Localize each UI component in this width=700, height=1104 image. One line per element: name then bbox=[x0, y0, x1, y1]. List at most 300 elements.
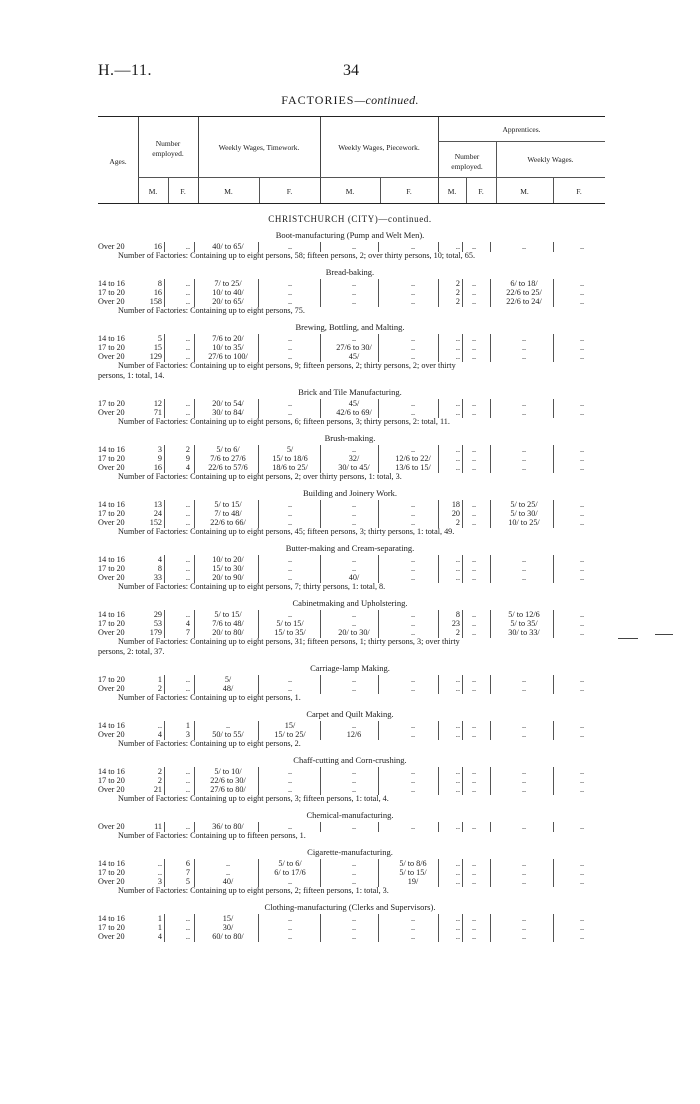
cell-appr-men: .. bbox=[455, 684, 460, 693]
cell-age: 14 to 16 bbox=[98, 767, 125, 776]
cell-women: 6 bbox=[185, 859, 190, 868]
cell-piece-women: 13/6 to 15/ bbox=[395, 463, 431, 472]
cell-men: 129 bbox=[149, 352, 162, 361]
cell-appr-women: .. bbox=[471, 619, 477, 628]
cell-time-women: .. bbox=[287, 610, 293, 619]
cell-time-men: 5/ to 6/ bbox=[216, 445, 240, 454]
cell-appr-men: 2 bbox=[455, 628, 460, 637]
cell-time-men: .. bbox=[225, 859, 231, 868]
cell-appr-wage-men: .. bbox=[521, 242, 527, 251]
section-title: Boot-manufacturing (Pump and Welt Men). bbox=[275, 230, 425, 240]
column-rule bbox=[164, 932, 165, 942]
cell-piece-men: .. bbox=[351, 509, 357, 518]
cell-age: 17 to 20 bbox=[98, 343, 125, 352]
cell-appr-wage-men: 5/ to 30/ bbox=[510, 509, 538, 518]
cell-time-women: .. bbox=[287, 343, 293, 352]
cell-time-women: .. bbox=[287, 518, 293, 527]
cell-piece-women: .. bbox=[410, 721, 416, 730]
cell-piece-men: 32/ bbox=[348, 454, 360, 463]
factories-note: Number of Factories: Containing up to fifteen persons, 1. bbox=[118, 831, 306, 840]
cell-women: 4 bbox=[185, 463, 190, 472]
cell-appr-women: .. bbox=[471, 352, 477, 361]
cell-time-men: 30/ to 84/ bbox=[212, 408, 244, 417]
section-title: Building and Joinery Work. bbox=[302, 488, 398, 498]
column-rule bbox=[553, 932, 554, 942]
cell-men: 11 bbox=[154, 822, 162, 831]
cell-appr-wage-men: 10/ to 25/ bbox=[508, 518, 540, 527]
cell-appr-wage-men: 22/6 to 25/ bbox=[506, 288, 542, 297]
column-rule bbox=[378, 932, 379, 942]
cell-piece-men: 20/ to 30/ bbox=[338, 628, 370, 637]
cell-appr-wage-men: .. bbox=[521, 399, 527, 408]
cell-piece-women: .. bbox=[410, 334, 416, 343]
cell-appr-wage-women: .. bbox=[579, 352, 585, 361]
cell-appr-wage-men: .. bbox=[521, 776, 527, 785]
cell-time-women: .. bbox=[287, 564, 293, 573]
factories-note: Number of Factories: Containing up to eight persons, 2; over thirty persons, 1: total, 3. bbox=[118, 472, 402, 481]
cell-appr-men: .. bbox=[455, 408, 460, 417]
cell-time-men: 5/ to 15/ bbox=[214, 500, 242, 509]
cell-appr-men: .. bbox=[455, 555, 460, 564]
cell-time-women: .. bbox=[287, 500, 293, 509]
cell-appr-women: .. bbox=[471, 279, 477, 288]
cell-women: .. bbox=[185, 334, 190, 343]
cell-appr-wage-women: .. bbox=[579, 923, 585, 932]
cell-time-men: 10/ to 35/ bbox=[212, 343, 244, 352]
cell-time-women: .. bbox=[287, 914, 293, 923]
cell-piece-women: .. bbox=[410, 610, 416, 619]
cell-appr-wage-women: .. bbox=[579, 334, 585, 343]
cell-men: .. bbox=[157, 721, 162, 730]
cell-appr-women: .. bbox=[471, 334, 477, 343]
cell-appr-wage-women: .. bbox=[579, 518, 585, 527]
cell-time-men: 20/ to 54/ bbox=[212, 399, 244, 408]
cell-time-women: .. bbox=[287, 352, 293, 361]
cell-age: 17 to 20 bbox=[98, 564, 125, 573]
cell-piece-women: .. bbox=[410, 914, 416, 923]
cell-women: .. bbox=[185, 923, 190, 932]
cell-piece-men: 42/6 to 69/ bbox=[336, 408, 372, 417]
cell-women: .. bbox=[185, 297, 190, 306]
cell-men: 16 bbox=[153, 288, 162, 297]
cell-women: .. bbox=[185, 555, 190, 564]
cell-appr-men: 2 bbox=[455, 518, 460, 527]
cell-men: 9 bbox=[157, 454, 162, 463]
cell-piece-men: .. bbox=[351, 868, 357, 877]
factories-note: Number of Factories: Containing up to eight persons, 7; thirty persons, 1: total, 8. bbox=[118, 582, 386, 591]
section-title: Brush-making. bbox=[324, 433, 376, 443]
factories-note: Number of Factories: Containing up to eight persons, 6; fifteen persons, 3; thirty persons, 2: total, 11. bbox=[118, 417, 450, 426]
cell-appr-women: .. bbox=[471, 877, 477, 886]
cell-piece-men: .. bbox=[351, 610, 357, 619]
cell-women: .. bbox=[185, 408, 190, 417]
factories-note: Number of Factories: Containing up to eight persons, 9; fifteen persons, 2; thirty persons, 2; over thirty bbox=[118, 361, 456, 370]
cell-men: 16 bbox=[153, 463, 162, 472]
cell-appr-wage-men: 5/ to 12/6 bbox=[508, 610, 540, 619]
cell-time-women: .. bbox=[287, 573, 293, 582]
cell-appr-wage-women: .. bbox=[579, 767, 585, 776]
header-number-employed: Number employed. bbox=[152, 139, 184, 158]
cell-women: .. bbox=[185, 288, 190, 297]
cell-appr-men: .. bbox=[455, 573, 460, 582]
cell-time-men: 50/ to 55/ bbox=[212, 730, 244, 739]
cell-women: .. bbox=[185, 776, 190, 785]
header-m: M. bbox=[148, 187, 158, 196]
cell-appr-wage-men: 5/ to 35/ bbox=[510, 619, 538, 628]
cell-time-women: 5/ to 15/ bbox=[276, 619, 304, 628]
cell-piece-women: .. bbox=[410, 573, 416, 582]
cell-men: 33 bbox=[153, 573, 162, 582]
cell-women: .. bbox=[185, 914, 190, 923]
edge-mark bbox=[655, 634, 673, 635]
cell-appr-women: .. bbox=[471, 564, 477, 573]
cell-time-women: .. bbox=[287, 822, 293, 831]
cell-time-men: 20/ to 65/ bbox=[212, 297, 244, 306]
cell-age: Over 20 bbox=[98, 573, 125, 582]
cell-time-women: 5/ to 6/ bbox=[278, 859, 302, 868]
cell-piece-women: 5/ to 15/ bbox=[399, 868, 427, 877]
cell-appr-wage-men: .. bbox=[521, 454, 527, 463]
cell-piece-women: .. bbox=[410, 297, 416, 306]
cell-time-women: .. bbox=[287, 767, 293, 776]
cell-appr-wage-women: .. bbox=[579, 868, 585, 877]
cell-time-men: 60/ to 80/ bbox=[212, 932, 244, 941]
cell-appr-wage-men: .. bbox=[521, 573, 527, 582]
cell-piece-men: .. bbox=[351, 785, 357, 794]
cell-appr-wage-men: .. bbox=[521, 877, 527, 886]
header-m: M. bbox=[345, 187, 355, 196]
cell-appr-wage-women: .. bbox=[579, 730, 585, 739]
cell-time-men: 48/ bbox=[222, 684, 234, 693]
cell-time-women: .. bbox=[287, 334, 293, 343]
cell-appr-wage-men: .. bbox=[521, 721, 527, 730]
cell-time-women: .. bbox=[287, 279, 293, 288]
cell-appr-wage-men: .. bbox=[521, 767, 527, 776]
cell-men: 1 bbox=[157, 923, 162, 932]
cell-appr-women: .. bbox=[471, 500, 477, 509]
cell-piece-men: 40/ bbox=[348, 573, 360, 582]
cell-time-women: .. bbox=[287, 509, 293, 518]
cell-appr-women: .. bbox=[471, 932, 477, 941]
cell-time-men: 7/6 to 48/ bbox=[212, 619, 244, 628]
cell-age: 14 to 16 bbox=[98, 445, 125, 454]
cell-piece-men: .. bbox=[351, 932, 357, 941]
cell-men: 29 bbox=[153, 610, 162, 619]
section-title: Chaff-cutting and Corn-crushing. bbox=[293, 755, 407, 765]
cell-women: 7 bbox=[185, 628, 190, 637]
cell-men: .. bbox=[157, 868, 162, 877]
cell-men: 8 bbox=[157, 564, 162, 573]
header-weekly-timework: Weekly Wages, Timework. bbox=[218, 143, 300, 152]
cell-appr-women: .. bbox=[471, 767, 477, 776]
cell-time-men: 22/6 to 57/6 bbox=[208, 463, 248, 472]
cell-time-women: .. bbox=[287, 675, 293, 684]
cell-appr-wage-women: .. bbox=[579, 776, 585, 785]
cell-age: 17 to 20 bbox=[98, 399, 125, 408]
cell-piece-women: .. bbox=[410, 445, 416, 454]
cell-appr-women: .. bbox=[471, 730, 477, 739]
cell-women: 7 bbox=[185, 868, 190, 877]
cell-appr-wage-women: .. bbox=[579, 399, 585, 408]
cell-appr-wage-men: .. bbox=[521, 730, 527, 739]
cell-piece-women: .. bbox=[410, 288, 416, 297]
cell-appr-women: .. bbox=[471, 242, 477, 251]
table-row bbox=[98, 932, 605, 942]
cell-women: .. bbox=[185, 684, 190, 693]
header-m: M. bbox=[224, 187, 233, 196]
header-f: F. bbox=[180, 187, 186, 196]
cell-appr-women: .. bbox=[471, 914, 477, 923]
cell-appr-women: .. bbox=[471, 684, 477, 693]
factories-note: Number of Factories: Containing up to eight persons, 31; fifteen persons, 1; thirty persons, 3; over thirty bbox=[118, 637, 460, 646]
cell-age: Over 20 bbox=[98, 463, 125, 472]
cell-piece-women: .. bbox=[410, 500, 416, 509]
cell-age: 14 to 16 bbox=[98, 334, 125, 343]
cell-women: 3 bbox=[185, 730, 190, 739]
cell-piece-women: .. bbox=[410, 628, 416, 637]
cell-men: 4 bbox=[157, 932, 162, 941]
cell-appr-wage-women: .. bbox=[579, 785, 585, 794]
cell-appr-women: .. bbox=[471, 785, 477, 794]
cell-women: 4 bbox=[185, 619, 190, 628]
cell-women: .. bbox=[185, 822, 190, 831]
cell-piece-women: .. bbox=[410, 343, 416, 352]
cell-time-men: 10/ to 20/ bbox=[212, 555, 244, 564]
cell-piece-women: .. bbox=[410, 399, 416, 408]
cell-time-men: 22/6 to 66/ bbox=[210, 518, 246, 527]
cell-age: Over 20 bbox=[98, 785, 125, 794]
header-weekly-piecework: Weekly Wages, Piecework. bbox=[338, 143, 420, 152]
cell-piece-women: .. bbox=[410, 619, 416, 628]
header-apprentices: Apprentices. bbox=[502, 125, 541, 134]
cell-appr-men: 20 bbox=[451, 509, 460, 518]
cell-appr-wage-men: .. bbox=[521, 352, 527, 361]
cell-appr-men: .. bbox=[455, 463, 460, 472]
cell-time-men: 7/ to 48/ bbox=[214, 509, 242, 518]
cell-appr-wage-men: 22/6 to 24/ bbox=[506, 297, 542, 306]
cell-age: Over 20 bbox=[98, 877, 125, 886]
cell-appr-wage-men: .. bbox=[521, 334, 527, 343]
cell-appr-wage-men: .. bbox=[521, 445, 527, 454]
cell-appr-men: .. bbox=[455, 334, 460, 343]
cell-women: .. bbox=[185, 352, 190, 361]
section-title: Carriage-lamp Making. bbox=[310, 663, 390, 673]
cell-appr-men: 23 bbox=[451, 619, 460, 628]
cell-time-men: 5/ bbox=[224, 675, 232, 684]
cell-age: 17 to 20 bbox=[98, 619, 125, 628]
cell-men: 16 bbox=[153, 242, 162, 251]
header-ages: Ages. bbox=[109, 157, 127, 166]
cell-appr-women: .. bbox=[471, 288, 477, 297]
cell-appr-wage-men: .. bbox=[521, 463, 527, 472]
cell-time-men: 40/ to 65/ bbox=[212, 242, 244, 251]
cell-piece-men: 30/ to 45/ bbox=[338, 463, 370, 472]
cell-appr-men: 2 bbox=[455, 288, 460, 297]
cell-age: Over 20 bbox=[98, 684, 125, 693]
cell-piece-women: 19/ bbox=[407, 877, 419, 886]
cell-women: .. bbox=[185, 610, 190, 619]
cell-men: 53 bbox=[153, 619, 162, 628]
cell-appr-wage-women: .. bbox=[579, 509, 585, 518]
cell-time-women: .. bbox=[287, 776, 293, 785]
cell-women: .. bbox=[185, 675, 190, 684]
cell-appr-men: .. bbox=[455, 454, 460, 463]
cell-appr-wage-men: .. bbox=[521, 408, 527, 417]
cell-time-men: 27/6 to 100/ bbox=[208, 352, 248, 361]
cell-time-men: 7/6 to 20/ bbox=[212, 334, 244, 343]
cell-time-men: 22/6 to 30/ bbox=[210, 776, 246, 785]
city-heading: CHRISTCHURCH (CITY)—continued. bbox=[268, 214, 432, 224]
page-heading bbox=[0, 93, 700, 108]
cell-piece-men: .. bbox=[351, 914, 357, 923]
cell-appr-wage-women: .. bbox=[579, 454, 585, 463]
cell-piece-women: .. bbox=[410, 822, 416, 831]
cell-time-men: 5/ to 10/ bbox=[214, 767, 242, 776]
cell-piece-men: .. bbox=[351, 776, 357, 785]
cell-appr-wage-men: .. bbox=[521, 923, 527, 932]
cell-appr-wage-men: .. bbox=[521, 785, 527, 794]
cell-piece-men: 12/6 bbox=[346, 730, 362, 739]
cell-age: Over 20 bbox=[98, 408, 125, 417]
cell-appr-women: .. bbox=[471, 343, 477, 352]
cell-men: 2 bbox=[157, 684, 162, 693]
cell-piece-men: 45/ bbox=[348, 399, 360, 408]
header-f: F. bbox=[576, 187, 582, 196]
cell-men: 21 bbox=[153, 785, 162, 794]
cell-age: 14 to 16 bbox=[98, 555, 125, 564]
cell-appr-men: .. bbox=[455, 767, 460, 776]
cell-appr-women: .. bbox=[471, 445, 477, 454]
cell-piece-men: .. bbox=[351, 555, 357, 564]
table-header bbox=[98, 116, 605, 204]
section-title: Butter-making and Cream-separating. bbox=[285, 543, 415, 553]
cell-women: .. bbox=[185, 573, 190, 582]
section-title: Cigarette-manufacturing. bbox=[307, 847, 393, 857]
cell-piece-women: .. bbox=[410, 767, 416, 776]
cell-time-women: .. bbox=[287, 297, 293, 306]
cell-piece-women: .. bbox=[410, 242, 416, 251]
cell-age: 17 to 20 bbox=[98, 288, 125, 297]
cell-piece-women: .. bbox=[410, 730, 416, 739]
cell-women: .. bbox=[185, 509, 190, 518]
cell-appr-wage-women: .. bbox=[579, 610, 585, 619]
cell-appr-women: .. bbox=[471, 408, 477, 417]
cell-women: .. bbox=[185, 785, 190, 794]
cell-women: .. bbox=[185, 932, 190, 941]
cell-appr-wage-women: .. bbox=[579, 914, 585, 923]
cell-piece-men: .. bbox=[351, 500, 357, 509]
cell-appr-wage-women: .. bbox=[579, 684, 585, 693]
cell-appr-wage-women: .. bbox=[579, 463, 585, 472]
cell-appr-men: .. bbox=[455, 399, 460, 408]
cell-age: 17 to 20 bbox=[98, 509, 125, 518]
cell-appr-men: .. bbox=[455, 730, 460, 739]
factories-note: Number of Factories: Containing up to eight persons, 2. bbox=[118, 739, 301, 748]
cell-women: .. bbox=[185, 279, 190, 288]
cell-men: 2 bbox=[157, 767, 162, 776]
cell-appr-men: .. bbox=[455, 776, 460, 785]
cell-appr-men: .. bbox=[455, 343, 460, 352]
cell-appr-wage-women: .. bbox=[579, 859, 585, 868]
cell-time-men: 40/ bbox=[222, 877, 234, 886]
cell-time-women: .. bbox=[287, 408, 293, 417]
cell-appr-women: .. bbox=[471, 509, 477, 518]
cell-piece-men: .. bbox=[351, 767, 357, 776]
cell-time-men: 30/ bbox=[222, 923, 234, 932]
cell-time-men: 10/ to 40/ bbox=[212, 288, 244, 297]
cell-time-women: .. bbox=[287, 242, 293, 251]
cell-appr-men: 2 bbox=[455, 279, 460, 288]
cell-women: .. bbox=[185, 500, 190, 509]
cell-time-women: .. bbox=[287, 877, 293, 886]
cell-women: .. bbox=[185, 399, 190, 408]
cell-age: Over 20 bbox=[98, 628, 125, 637]
cell-appr-wage-women: .. bbox=[579, 721, 585, 730]
cell-appr-wage-women: .. bbox=[579, 628, 585, 637]
section-title: Cabinetmaking and Upholstering. bbox=[292, 598, 408, 608]
cell-piece-men: .. bbox=[351, 279, 357, 288]
cell-age: Over 20 bbox=[98, 242, 125, 251]
cell-piece-women: 5/ to 8/6 bbox=[399, 859, 427, 868]
heading-suffix: —continued. bbox=[354, 93, 419, 107]
cell-appr-wage-women: .. bbox=[579, 242, 585, 251]
cell-women: .. bbox=[185, 518, 190, 527]
cell-piece-men: .. bbox=[351, 334, 357, 343]
cell-piece-men: 45/ bbox=[348, 352, 360, 361]
column-rule bbox=[258, 932, 259, 942]
factories-note: Number of Factories: Containing up to eight persons, 58; fifteen persons, 2; over thirty persons, 10; total, 65. bbox=[118, 251, 476, 260]
cell-appr-wage-men: .. bbox=[521, 868, 527, 877]
cell-appr-wage-women: .. bbox=[579, 675, 585, 684]
cell-men: 3 bbox=[157, 877, 162, 886]
cell-appr-wage-women: .. bbox=[579, 619, 585, 628]
cell-piece-men: .. bbox=[351, 564, 357, 573]
cell-age: 14 to 16 bbox=[98, 859, 125, 868]
cell-time-women: .. bbox=[287, 399, 293, 408]
cell-appr-women: .. bbox=[471, 923, 477, 932]
cell-piece-men: .. bbox=[351, 721, 357, 730]
cell-appr-wage-women: .. bbox=[579, 343, 585, 352]
cell-appr-women: .. bbox=[471, 454, 477, 463]
cell-piece-men: 27/6 to 30/ bbox=[336, 343, 372, 352]
cell-appr-women: .. bbox=[471, 776, 477, 785]
cell-appr-women: .. bbox=[471, 628, 477, 637]
factories-note: Number of Factories: Containing up to eight persons, 1. bbox=[118, 693, 301, 702]
cell-time-women: .. bbox=[287, 684, 293, 693]
factories-note: Number of Factories: Containing up to eight persons, 3; fifteen persons, 1: total, 4. bbox=[118, 794, 389, 803]
cell-appr-wage-men: 30/ to 33/ bbox=[508, 628, 540, 637]
cell-appr-wage-men: .. bbox=[521, 684, 527, 693]
cell-appr-wage-women: .. bbox=[579, 500, 585, 509]
cell-time-women: .. bbox=[287, 932, 293, 941]
cell-appr-men: .. bbox=[455, 242, 460, 251]
cell-age: 17 to 20 bbox=[98, 675, 125, 684]
cell-piece-women: .. bbox=[410, 555, 416, 564]
cell-appr-women: .. bbox=[471, 297, 477, 306]
section-title: Brick and Tile Manufacturing. bbox=[298, 387, 402, 397]
cell-appr-women: .. bbox=[471, 518, 477, 527]
cell-appr-wage-men: 6/ to 18/ bbox=[510, 279, 538, 288]
header-appr-wages: Weekly Wages. bbox=[527, 155, 574, 164]
cell-age: 17 to 20 bbox=[98, 868, 125, 877]
cell-age: Over 20 bbox=[98, 822, 125, 831]
cell-piece-women: .. bbox=[410, 408, 416, 417]
cell-appr-men: .. bbox=[455, 721, 460, 730]
cell-piece-men: .. bbox=[351, 297, 357, 306]
cell-men: 15 bbox=[153, 343, 162, 352]
cell-piece-women: .. bbox=[410, 279, 416, 288]
cell-appr-men: .. bbox=[455, 822, 460, 831]
